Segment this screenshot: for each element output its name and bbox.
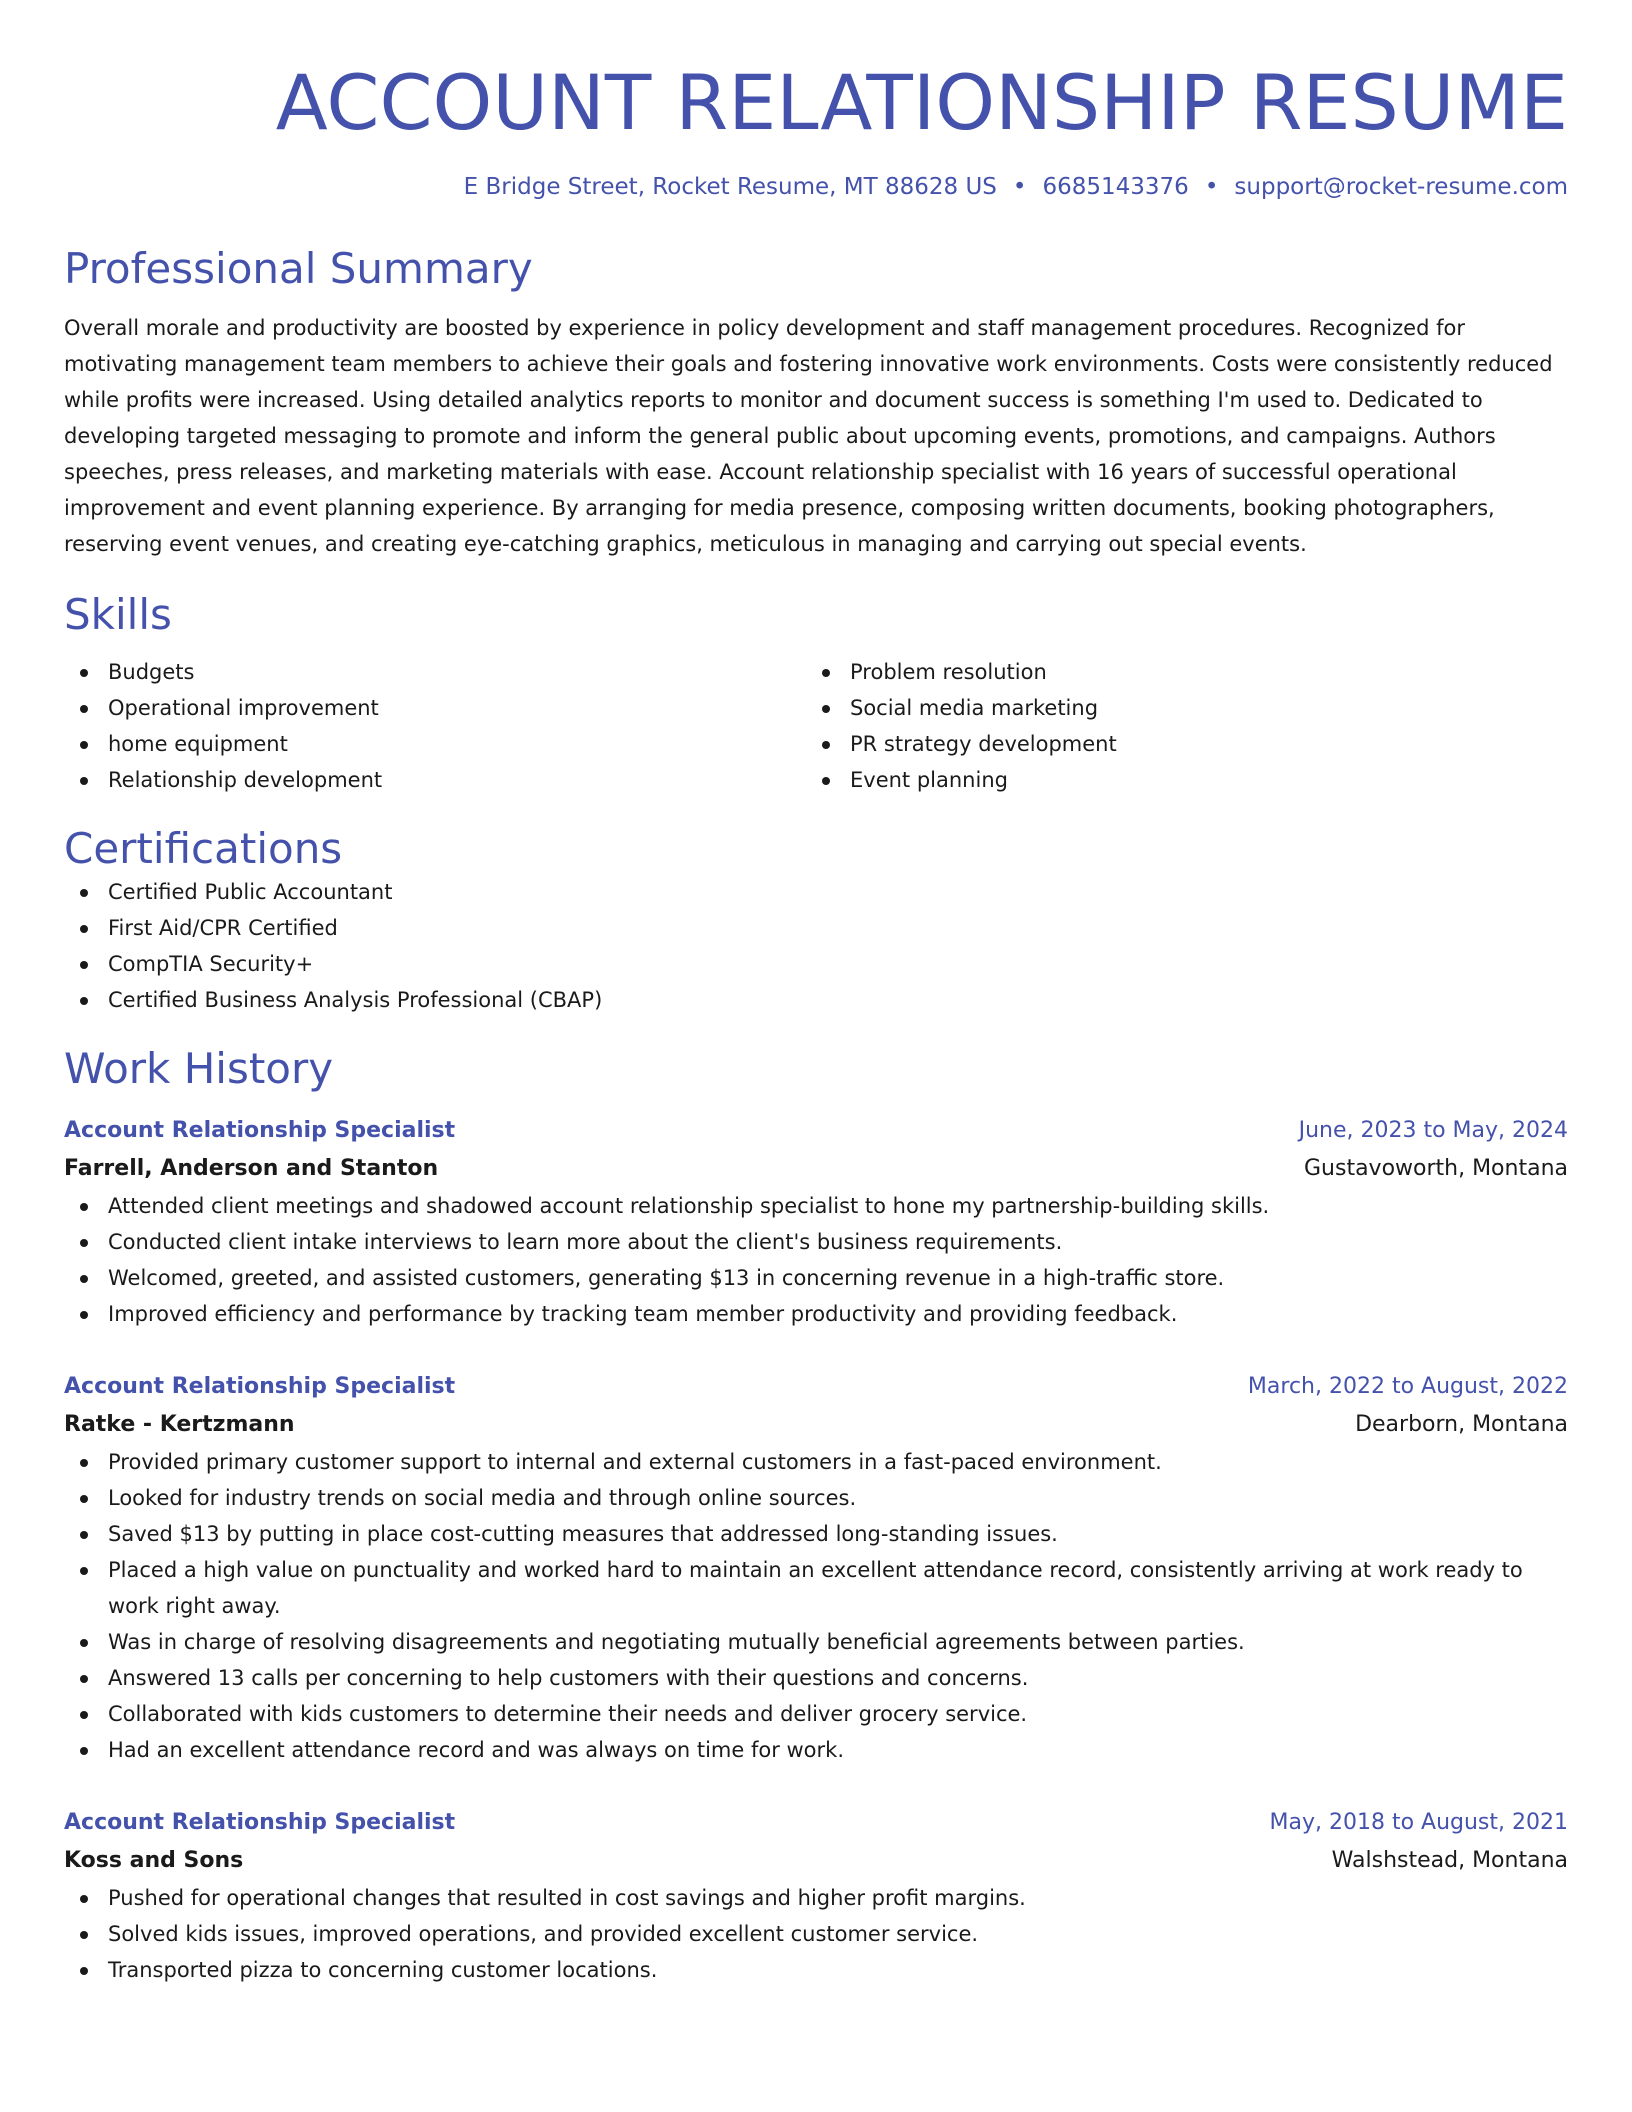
skills-grid <box>64 654 1568 798</box>
contact-phone: 6685143376 <box>1042 174 1189 200</box>
skill-item: Operational improvement <box>64 690 806 726</box>
section-title-certifications: Certifications <box>64 824 343 873</box>
job-company: Ratke - Kertzmann <box>64 1412 295 1437</box>
certifications-section <box>64 824 1568 1018</box>
work-history-section <box>64 1044 1568 1988</box>
job-entry <box>64 1368 1568 1768</box>
certification-item: First Aid/CPR Certified <box>64 910 1568 946</box>
skill-item: Event planning <box>806 762 1548 798</box>
contact-address: E Bridge Street, Rocket Resume, MT 88628 US <box>463 174 997 200</box>
job-bullet: Collaborated with kids customers to determine their needs and deliver grocery service. <box>64 1696 1568 1732</box>
certification-item: Certified Public Accountant <box>64 874 1568 910</box>
skill-item: Budgets <box>64 654 806 690</box>
job-bullets <box>64 1444 1568 1768</box>
skill-item: Social media marketing <box>806 690 1548 726</box>
job-bullet: Welcomed, greeted, and assisted customers, generating $13 in concerning revenue in a high-traffic store. <box>64 1260 1568 1296</box>
job-bullet: Improved efficiency and performance by tracking team member productivity and providing feedback. <box>64 1296 1568 1332</box>
skill-item: Problem resolution <box>806 654 1548 690</box>
contact-separator: • <box>1012 174 1027 200</box>
job-location: Walshstead, Montana <box>1331 1848 1568 1873</box>
section-title-summary: Professional Summary <box>64 244 533 293</box>
section-title-work-history: Work History <box>64 1044 334 1093</box>
job-title: Account Relationship Specialist <box>64 1810 456 1835</box>
job-bullet: Answered 13 calls per concerning to help customers with their questions and concerns. <box>64 1660 1568 1696</box>
skill-item: PR strategy development <box>806 726 1548 762</box>
job-bullet: Provided primary customer support to internal and external customers in a fast-paced environment. <box>64 1444 1568 1480</box>
contact-email: support@rocket-resume.com <box>1234 174 1568 200</box>
job-bullets <box>64 1880 1568 1988</box>
certification-item: Certified Business Analysis Professional (CBAP) <box>64 982 1568 1018</box>
contact-separator: • <box>1204 174 1219 200</box>
job-bullet: Placed a high value on punctuality and worked hard to maintain an excellent attendance record, consistently arriving at work ready to work right away. <box>64 1552 1568 1624</box>
job-dates: March, 2022 to August, 2022 <box>1247 1374 1568 1399</box>
summary-text: Overall morale and productivity are boosted by experience in policy development and staff management procedures. Recognized for motivating management team members to achieve their goals and fostering innovative work environments. Costs were consistently reduced while profits were increased. Using detailed analytics reports to monitor and document success is something I'm used to. Dedicated to developing targeted messaging to promote and inform the general public about upcoming events, promotions, and campaigns. Authors speeches, press releases, and marketing materials with ease. Account relationship specialist with 16 years of successful operational improvement and event planning experience. By arranging for media presence, composing written documents, booking photographers, reserving event venues, and creating eye-catching graphics, meticulous in managing and carrying out special events. <box>64 316 1553 556</box>
job-location: Dearborn, Montana <box>1355 1412 1568 1437</box>
certification-item: CompTIA Security+ <box>64 946 1568 982</box>
section-title-skills: Skills <box>64 590 172 639</box>
job-entry <box>64 1804 1568 1988</box>
certifications-list <box>64 874 1568 1018</box>
skills-column-right <box>806 654 1548 798</box>
job-title: Account Relationship Specialist <box>64 1118 456 1143</box>
job-bullet: Was in charge of resolving disagreements and negotiating mutually beneficial agreements between parties. <box>64 1624 1568 1660</box>
skills-column-left <box>64 654 806 798</box>
job-bullet: Looked for industry trends on social media and through online sources. <box>64 1480 1568 1516</box>
skill-item: home equipment <box>64 726 806 762</box>
summary-section <box>64 244 1568 562</box>
job-bullets <box>64 1188 1568 1332</box>
job-location: Gustavoworth, Montana <box>1303 1156 1568 1181</box>
resume-name: ACCOUNT RELATIONSHIP RESUME <box>275 58 1568 147</box>
job-company: Farrell, Anderson and Stanton <box>64 1156 439 1181</box>
job-dates: May, 2018 to August, 2021 <box>1269 1810 1568 1835</box>
job-bullet: Conducted client intake interviews to learn more about the client's business requirements. <box>64 1224 1568 1260</box>
job-bullet: Pushed for operational changes that resulted in cost savings and higher profit margins. <box>64 1880 1568 1916</box>
contact-line <box>64 172 1568 202</box>
skill-item: Relationship development <box>64 762 806 798</box>
job-bullet: Attended client meetings and shadowed account relationship specialist to hone my partnership-building skills. <box>64 1188 1568 1224</box>
job-title: Account Relationship Specialist <box>64 1374 456 1399</box>
job-company: Koss and Sons <box>64 1848 244 1873</box>
resume-page <box>64 0 1568 1988</box>
job-bullet: Transported pizza to concerning customer locations. <box>64 1952 1568 1988</box>
job-dates: June, 2023 to May, 2024 <box>1298 1118 1568 1143</box>
job-bullet: Saved $13 by putting in place cost-cutting measures that addressed long-standing issues. <box>64 1516 1568 1552</box>
skills-section <box>64 590 1568 798</box>
job-bullet: Solved kids issues, improved operations, and provided excellent customer service. <box>64 1916 1568 1952</box>
job-bullet: Had an excellent attendance record and was always on time for work. <box>64 1732 1568 1768</box>
job-entry <box>64 1112 1568 1332</box>
